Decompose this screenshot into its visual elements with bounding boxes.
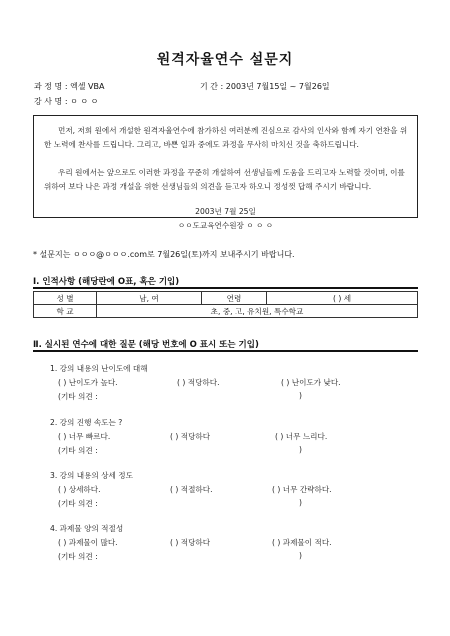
course-label: 과 정 명 : bbox=[34, 82, 71, 91]
letter-signer: ㅇㅇ도교육연수원장 ㅇ ㅇ ㅇ bbox=[177, 221, 274, 230]
q1-option-c[interactable]: ( ) 난이도가 낮다. bbox=[281, 378, 341, 387]
question-4: 4. 과제물 양의 적절성 bbox=[50, 524, 124, 533]
school-header: 학 교 bbox=[34, 305, 97, 318]
q4-option-a[interactable]: ( ) 과제물이 많다. bbox=[58, 538, 118, 547]
question-2: 2. 강의 진행 속도는 ? bbox=[50, 418, 123, 427]
q4-other-close: ) bbox=[299, 551, 302, 560]
q3-option-a[interactable]: ( ) 상세하다. bbox=[58, 485, 101, 494]
instructor-label: 강 사 명 : bbox=[34, 97, 71, 106]
letter-paragraph-2: 우리 원에서는 앞으로도 이러한 과정을 꾸준히 개설하여 선생님들께 도움을 드리고자 노력할 것이며, 이를 위하여 보다 나은 과정 개설을 위한 선생님들의 의견을 듣고자 하오니 정성껏 답해 주시기 바랍니다. bbox=[44, 168, 405, 191]
section1-rule bbox=[33, 287, 418, 289]
period-value: 2003년 7월15일 ~ 7월26일 bbox=[225, 82, 330, 91]
question-1: 1. 강의 내용의 난이도에 대해 bbox=[50, 364, 148, 373]
section2-rule bbox=[33, 350, 418, 352]
q2-option-a[interactable]: ( ) 너무 빠르다. bbox=[58, 432, 111, 441]
q3-other-close: ) bbox=[299, 498, 302, 507]
question-3: 3. 강의 내용의 상세 정도 bbox=[50, 471, 133, 480]
course-line bbox=[34, 81, 105, 92]
age-header: 연령 bbox=[202, 292, 267, 305]
course-value: 엑셀 VBA bbox=[70, 82, 105, 91]
school-options[interactable]: 초, 중, 고, 유치원, 특수학교 bbox=[97, 305, 418, 318]
submission-notice: * 설문지는 ㅇㅇㅇ@ㅇㅇㅇ.com로 7월26일(토)까지 보내주시기 바랍니다. bbox=[33, 250, 295, 259]
q4-other-label[interactable]: (기타 의견 : bbox=[58, 552, 98, 561]
q2-other-close: ) bbox=[299, 445, 302, 454]
q4-option-b[interactable]: ( ) 적당하다 bbox=[170, 538, 211, 547]
letter-date: 2003년 7월 25일 bbox=[195, 207, 256, 216]
period-label: 기 간 : bbox=[200, 82, 226, 91]
instructor-line bbox=[34, 96, 98, 107]
section1-heading: Ⅰ. 인적사항 (해당란에 O표, 혹은 기입) bbox=[33, 277, 180, 287]
q2-option-c[interactable]: ( ) 너무 느리다. bbox=[275, 432, 328, 441]
q2-option-b[interactable]: ( ) 적당하다 bbox=[170, 432, 211, 441]
age-field[interactable]: ( ) 세 bbox=[267, 292, 418, 305]
q4-option-c[interactable]: ( ) 과제물이 적다. bbox=[272, 538, 332, 547]
q1-other-close: ) bbox=[299, 391, 302, 400]
q1-option-b[interactable]: ( ) 적당하다. bbox=[177, 378, 220, 387]
letter-paragraph-1: 먼저, 저희 원에서 개설한 원격자율연수에 참가하신 여러분께 진심으로 감사의 인사와 함께 자기 연찬을 위한 노력에 찬사를 드립니다. 그리고, 바쁜 일과 중에도 과정을 무사히 마치신 것을 축하드립니다. bbox=[44, 126, 408, 149]
q3-other-label[interactable]: (기타 의견 : bbox=[58, 499, 98, 508]
instructor-value: ㅇ ㅇ ㅇ bbox=[70, 97, 99, 106]
q3-option-c[interactable]: ( ) 너무 간략하다. bbox=[272, 485, 332, 494]
document-title: 원격자율연수 설문지 bbox=[156, 52, 294, 68]
q2-other-label[interactable]: (기타 의견 : bbox=[58, 446, 98, 455]
personal-info-table bbox=[33, 291, 418, 318]
section2-heading: Ⅱ. 실시된 연수에 대한 질문 (해당 번호에 O 표시 또는 기입) bbox=[33, 340, 259, 350]
table-row bbox=[34, 305, 418, 318]
letter-box bbox=[33, 115, 418, 218]
gender-header: 성 별 bbox=[34, 292, 97, 305]
q1-option-a[interactable]: ( ) 난이도가 높다. bbox=[58, 378, 118, 387]
table-row bbox=[34, 292, 418, 305]
gender-options[interactable]: 남, 여 bbox=[97, 292, 202, 305]
period-line bbox=[200, 81, 330, 92]
q1-other-label[interactable]: (기타 의견 : bbox=[58, 392, 98, 401]
q3-option-b[interactable]: ( ) 적절하다. bbox=[170, 485, 213, 494]
